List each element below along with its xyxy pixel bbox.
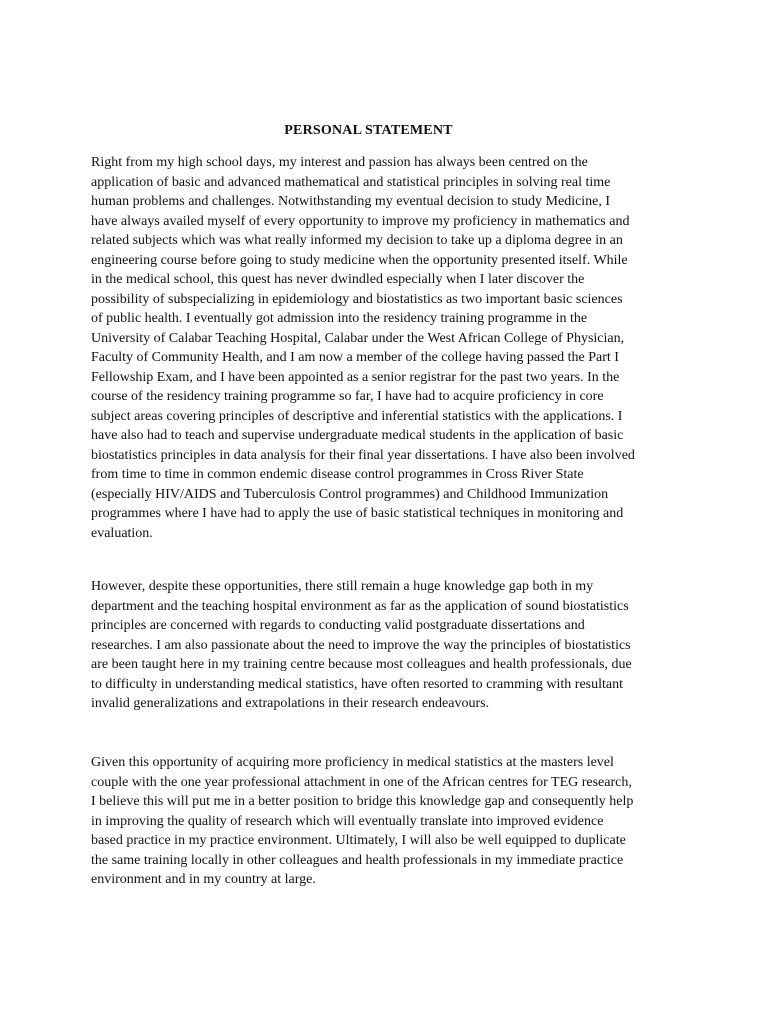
paragraph-line: However, despite these opportunities, there still remain a huge knowledge gap both in my bbox=[91, 579, 594, 594]
paragraph-line: based practice in my practice environment. Ultimately, I will also be well equipped to duplicate bbox=[91, 833, 626, 848]
paragraph-line: environment and in my country at large. bbox=[91, 872, 316, 887]
paragraph-line: researches. I am also passionate about the need to improve the way the principles of biostatistics bbox=[91, 637, 631, 653]
paragraph-line: of public health. I eventually got admission into the residency training programme in the bbox=[91, 311, 588, 326]
paragraph-line: Given this opportunity of acquiring more proficiency in medical statistics at the masters level bbox=[91, 755, 614, 770]
paragraph-line: Faculty of Community Health, and I am now a member of the college having passed the Part I bbox=[91, 350, 619, 365]
paragraph-1 bbox=[91, 153, 681, 543]
paragraph-line: programmes where I have had to apply the use of basic statistical techniques in monitoring and bbox=[91, 506, 624, 521]
paragraph-line: in the medical school, this quest has never dwindled especially when I later discover the bbox=[91, 272, 585, 287]
paragraph-line: evaluation. bbox=[91, 525, 153, 541]
paragraph-line: University of Calabar Teaching Hospital, Calabar under the West African College of Physician, bbox=[91, 330, 625, 346]
paragraph-line: to difficulty in understanding medical statistics, have often resorted to cramming with resultant bbox=[91, 676, 623, 692]
paragraph-line: from time to time in common endemic disease control programmes in Cross River State bbox=[91, 467, 584, 482]
paragraph-line: principles are concerned with regards to conducting valid postgraduate dissertations and bbox=[91, 618, 585, 633]
paragraph-line: engineering course before going to study medicine when the opportunity presented itself. While bbox=[91, 252, 628, 268]
paragraph-line: possibility of subspecializing in epidemiology and biostatistics as two important basic sciences bbox=[91, 291, 623, 307]
paragraph-line: have always availed myself of every opportunity to improve my proficiency in mathematics and bbox=[91, 213, 630, 229]
document-title: PERSONAL STATEMENT bbox=[284, 123, 453, 138]
paragraph-line: I believe this will put me in a better position to bridge this knowledge gap and consequently help bbox=[91, 794, 634, 809]
paragraph-3 bbox=[91, 753, 681, 890]
paragraph-line: human problems and challenges. Notwithstanding my eventual decision to study Medicine, I bbox=[91, 194, 611, 209]
paragraph-line: the same training locally in other colleagues and health professionals in my immediate practice bbox=[91, 852, 624, 868]
paragraph-line: subject areas covering principles of descriptive and inferential statistics with the applications. I bbox=[91, 408, 623, 424]
paragraph-line: biostatistics principles in data analysis for their final year dissertations. I have also been involved bbox=[91, 447, 635, 463]
paragraph-line: related subjects which was what really informed my decision to take up a diploma degree in an bbox=[91, 233, 623, 248]
paragraph-line: in improving the quality of research which will eventually translate into improved evidence bbox=[91, 813, 604, 829]
paragraph-line: course of the residency training programme so far, I have had to acquire proficiency in core bbox=[91, 389, 604, 404]
paragraph-line: department and the teaching hospital environment as far as the application of sound biostatistics bbox=[91, 598, 629, 614]
paragraph-line: (especially HIV/AIDS and Tuberculosis Control programmes) and Childhood Immunization bbox=[91, 486, 609, 502]
paragraph-line: invalid generalizations and extrapolations in their research endeavours. bbox=[91, 696, 490, 711]
paragraph-line: couple with the one year professional attachment in one of the African centres for TEG research, bbox=[91, 774, 632, 790]
paragraph-line: are been taught here in my training centre because most colleagues and health professionals, due bbox=[91, 657, 632, 672]
paragraph-line: Right from my high school days, my interest and passion has always been centred on the bbox=[91, 155, 588, 170]
paragraph-line: have also had to teach and supervise undergraduate medical students in the application of basic bbox=[91, 428, 624, 443]
paragraph-2 bbox=[91, 577, 681, 714]
paragraph-line: application of basic and advanced mathematical and statistical principles in solving real time bbox=[91, 174, 611, 190]
paragraph-line: Fellowship Exam, and I have been appointed as a senior registrar for the past two years. In the bbox=[91, 369, 620, 385]
